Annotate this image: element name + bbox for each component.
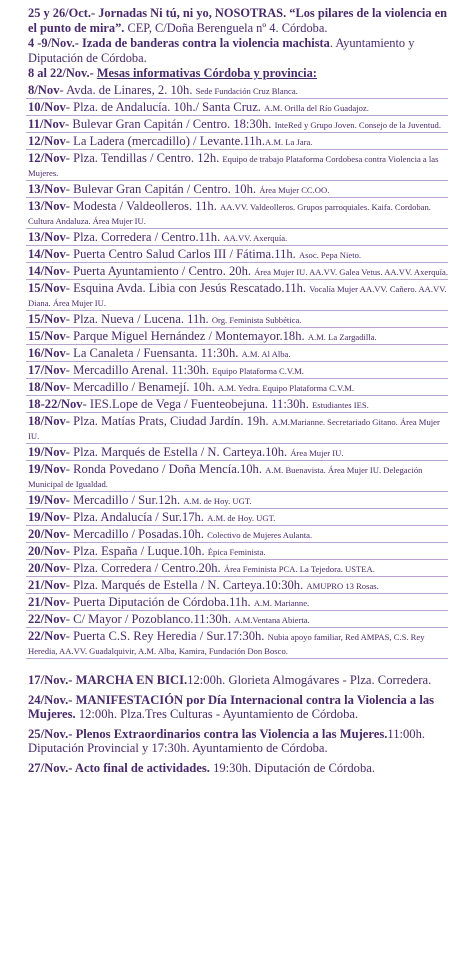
entry-location: - Plza. Matías Prats, Ciudad Jardín. 19h. (65, 413, 272, 428)
entry-date: 12/Nov (28, 150, 66, 165)
extra-event-1-heading: 17/Nov.- MARCHA EN BICI. (28, 672, 188, 687)
list-item (26, 543, 448, 560)
intro-3-heading: 8 al 22/Nov.- (28, 66, 97, 81)
entry-location: - Plza. Corredera / Centro.11h. (65, 229, 224, 244)
extra-event-4-heading: 27/Nov.- Acto final de actividades. (28, 760, 210, 775)
entry-organizers: AA.VV. Axerquía. (223, 232, 288, 243)
list-item (26, 577, 448, 594)
entry-location: - Plza. España / Luque.10h. (65, 543, 208, 558)
list-item (26, 379, 448, 396)
entry-date: 15/Nov (28, 328, 66, 343)
entry-date: 19/Nov (28, 509, 66, 524)
entry-location: - Modesta / Valdeolleros. 11h. (65, 198, 221, 213)
entry-organizers: Área Mujer IU. (290, 447, 344, 458)
entry-organizers: Área Feminista PCA. La Tejedora. USTEA. (223, 563, 375, 574)
list-item (26, 263, 448, 280)
list-item (26, 328, 448, 345)
entry-date: 21/Nov (28, 577, 66, 592)
entry-location: - Parque Miguel Hernández / Montemayor.18h. (65, 328, 308, 343)
entry-location: - IES.Lope de Vega / Fuenteobejuna. 11:30h. (82, 396, 313, 411)
entry-date: 19/Nov (28, 444, 66, 459)
intro-1-details: CEP, C/Doña Berenguela nº 4. Córdoba. (124, 20, 328, 35)
entry-organizers: A.M. Orilla del Río Guadajoz. (264, 102, 369, 113)
entry-date: 14/Nov (28, 246, 66, 261)
entry-organizers: A.M. La Zargadilla. (307, 331, 377, 342)
intro-section (28, 6, 448, 81)
entry-organizers: Asoc. Pepa Nieto. (298, 249, 362, 260)
extra-event-1 (28, 673, 448, 688)
extra-event-3 (28, 727, 448, 756)
list-item (26, 492, 448, 509)
list-item (26, 150, 448, 181)
list-item (26, 396, 448, 413)
entry-organizers: A.M. La Jara. (264, 136, 313, 147)
entry-location: - Plza. Corredera / Centro.20h. (65, 560, 224, 575)
entry-organizers: Área Mujer CC.OO. (259, 184, 330, 195)
intro-paragraph-3 (28, 66, 448, 81)
list-item (26, 133, 448, 150)
list-item (26, 594, 448, 611)
entry-date: 21/Nov (28, 594, 66, 609)
entry-organizers: Colectivo de Mujeres Aulanta. (207, 529, 313, 540)
list-item (26, 628, 448, 659)
entry-date: 22/Nov (28, 611, 66, 626)
entry-organizers: InteRed y Grupo Joven. Consejo de la Juventud. (274, 119, 441, 130)
entry-location: - Bulevar Gran Capitán / Centro. 10h. (65, 181, 260, 196)
entry-location: - Plza. Marqués de Estella / N. Carteya.10:30h. (65, 577, 307, 592)
list-item (26, 560, 448, 577)
entry-organizers: A.M. Yedra. Equipo Plataforma C.V.M. (217, 382, 355, 393)
entry-location: - C/ Mayor / Pozoblanco.11:30h. (65, 611, 235, 626)
entry-location: - Mercadillo / Posadas.10h. (65, 526, 208, 541)
list-item (26, 198, 448, 229)
entry-location: - Bulevar Gran Capitán / Centro. 18:30h. (65, 116, 275, 131)
entry-location: - Plza. Marqués de Estella / N. Carteya.10h. (65, 444, 291, 459)
entry-organizers: AA.VV. Valdeolleros. Grupos parroquiales. Kaifa. Cordoban. Cultura Andaluza. Área Mujer IU. (28, 201, 431, 226)
entry-date: 19/Nov (28, 492, 66, 507)
extra-event-2-details: 12:00h. Plza.Tres Culturas - Ayuntamiento de Córdoba. (75, 707, 359, 722)
intro-2-details: . Ayuntamiento y Diputación de Córdoba. (28, 36, 415, 65)
list-item (26, 345, 448, 362)
entry-organizers: AMUPRO 13 Rosas. (306, 580, 379, 591)
list-item (26, 444, 448, 461)
entry-date: 13/Nov (28, 181, 66, 196)
entry-date: 8/Nov (28, 82, 60, 97)
intro-1-heading: 25 y 26/Oct.- Jornadas Ni tú, ni yo, NOSOTRAS. “Los pilares de la violencia en el punto de mira”. (28, 6, 448, 35)
entry-date: 15/Nov (28, 311, 66, 326)
entry-location: - Ronda Povedano / Doña Mencía.10h. (65, 461, 266, 476)
list-item (26, 229, 448, 246)
extra-event-4-details: 19:30h. Diputación de Córdoba. (209, 760, 376, 775)
list-item (26, 181, 448, 198)
entry-organizers: A.M.Marianne. Secretariado Gitano. Área Mujer IU. (28, 416, 440, 441)
entry-organizers: A.M. de Hoy. UGT. (207, 512, 276, 523)
extra-event-2-heading: 24/Nov.- MANIFESTACIÓN por Día Internacional contra la Violencia a las Mujeres. (28, 692, 435, 722)
entry-location: - Plza. Nueva / Lucena. 11h. (65, 311, 212, 326)
list-item (26, 99, 448, 116)
list-item (26, 526, 448, 543)
entry-organizers: Estudiantes IES. (312, 399, 369, 410)
entry-date: 10/Nov (28, 99, 66, 114)
entry-date: 16/Nov (28, 345, 66, 360)
entry-date: 11/Nov (28, 116, 66, 131)
entry-date: 12/Nov (28, 133, 66, 148)
entry-organizers: Épica Feminista. (207, 546, 266, 557)
extra-event-4 (28, 761, 448, 776)
entry-organizers: A.M.Ventana Abierta. (234, 614, 310, 625)
entry-organizers: Org. Feminista Subbética. (211, 314, 302, 325)
entry-location: - Esquina Avda. Libia con Jesús Rescatado.11h. (65, 280, 310, 295)
entry-location: - Puerta C.S. Rey Heredia / Sur.17:30h. (65, 628, 268, 643)
list-item (26, 413, 448, 444)
entry-date: 13/Nov (28, 229, 66, 244)
extra-event-2 (28, 693, 448, 722)
entry-organizers: Sede Fundación Cruz Blanca. (195, 85, 298, 96)
entry-date: 17/Nov (28, 362, 66, 377)
extra-event-3-details: 11:00h. Diputación Provincial y 17:30h. Ayuntamiento de Córdoba. (28, 726, 426, 756)
entry-date: 13/Nov (28, 198, 66, 213)
intro-paragraph-2 (28, 36, 448, 65)
entry-location: - Mercadillo / Benamejí. 10h. (65, 379, 218, 394)
list-item (26, 311, 448, 328)
list-item (26, 509, 448, 526)
entry-date: 20/Nov (28, 560, 66, 575)
list-item (26, 461, 448, 492)
entry-organizers: Equipo Plataforma C.V.M. (212, 365, 304, 376)
entry-date: 20/Nov (28, 526, 66, 541)
entry-location: - Avda. de Linares, 2. 10h. (59, 82, 196, 97)
entry-location: - Puerta Ayuntamiento / Centro. 20h. (65, 263, 255, 278)
entry-location: - Puerta Centro Salud Carlos III / Fátima.11h. (65, 246, 299, 261)
list-item (26, 246, 448, 263)
list-item (26, 116, 448, 133)
list-item (26, 280, 448, 311)
entry-organizers: A.M. Buenavista. Área Mujer IU. Delegación Municipal de Igualdad. (28, 464, 423, 489)
intro-paragraph-1 (28, 6, 448, 35)
entry-location: - Plza. de Andalucía. 10h./ Santa Cruz. (65, 99, 265, 114)
extra-event-1-details: 12:00h. Glorieta Almogávares - Plza. Corredera. (187, 672, 432, 687)
entry-date: 22/Nov (28, 628, 66, 643)
entry-location: - La Ladera (mercadillo) / Levante.11h. (65, 133, 265, 148)
entry-location: - Mercadillo / Sur.12h. (65, 492, 184, 507)
info-tables-list (28, 82, 448, 659)
entry-date: 19/Nov (28, 461, 66, 476)
entry-organizers: A.M. de Hoy. UGT. (183, 495, 252, 506)
entry-date: 18/Nov (28, 379, 66, 394)
entry-location: - Mercadillo Arenal. 11:30h. (65, 362, 213, 377)
list-item (26, 611, 448, 628)
entry-organizers: A.M. Al Alba. (241, 348, 291, 359)
entry-date: 15/Nov (28, 280, 66, 295)
entry-organizers: Área Mujer IU. AA.VV. Galea Vetus. AA.VV. Axerquía. (254, 266, 449, 277)
extra-events-section (28, 673, 448, 776)
entry-date: 18/Nov (28, 413, 66, 428)
entry-location: - La Canaleta / Fuensanta. 11:30h. (65, 345, 242, 360)
entry-location: - Puerta Diputación de Córdoba.11h. (65, 594, 254, 609)
entry-organizers: Equipo de trabajo Plataforma Cordobesa contra Violencia a las Mujeres. (28, 153, 439, 178)
extra-event-3-heading: 25/Nov.- Plenos Extraordinarios contra las Violencia a las Mujeres. (28, 726, 388, 741)
entry-organizers: Nubia apoyo familiar, Red AMPAS, C.S. Rey Heredia, AA.VV. Guadalquivir, A.M. Alba, Kamira, Fundación Don Bosco. (28, 631, 425, 656)
entry-location: - Plza. Tendillas / Centro. 12h. (65, 150, 223, 165)
entry-organizers: A.M. Marianne. (253, 597, 310, 608)
list-item (26, 362, 448, 379)
list-item (26, 82, 448, 99)
entry-date: 18-22/Nov (28, 396, 83, 411)
entry-date: 20/Nov (28, 543, 66, 558)
intro-2-heading: 4 -9/Nov.- Izada de banderas contra la violencia machista (28, 36, 330, 51)
entry-organizers: Vocalía Mujer AA.VV. Cañero. AA.VV. Diana. Área Mujer IU. (28, 283, 447, 308)
intro-3-subtitle: Mesas informativas Córdoba y provincia: (96, 66, 317, 81)
entry-date: 14/Nov (28, 263, 66, 278)
entry-location: - Plza. Andalucía / Sur.17h. (65, 509, 208, 524)
